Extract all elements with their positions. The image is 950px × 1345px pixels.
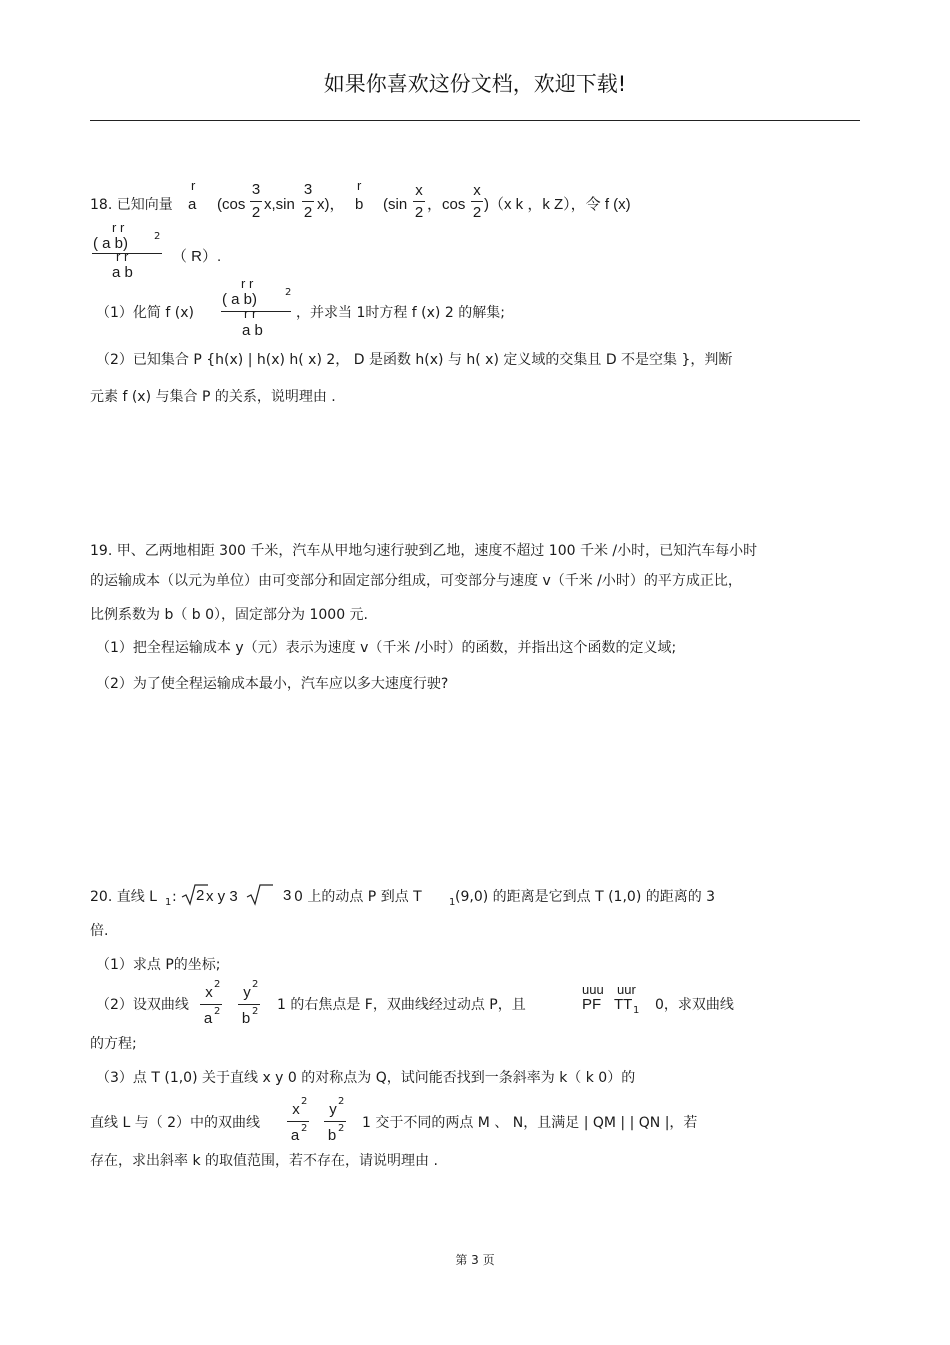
vector-b-mark: r xyxy=(357,178,362,193)
q18-a-frac-bar xyxy=(250,201,262,202)
hy2-den: b xyxy=(327,1127,337,1144)
q18-part2-line2: 元素 f (x) 与集合 P 的关系，说明理由 . xyxy=(90,389,336,405)
hx-den: a xyxy=(203,1010,213,1027)
q18-a-frac-num: 3 xyxy=(251,181,261,198)
hx-den-square: 2 xyxy=(214,1006,221,1017)
hy2-num-square: 2 xyxy=(338,1096,345,1107)
q19-line3: 比例系数为 b（ b 0），固定部分为 1000 元. xyxy=(90,607,369,623)
q20-part2-end: 0，求双曲线 xyxy=(655,997,734,1013)
hy-den: b xyxy=(241,1010,251,1027)
vector-b: b xyxy=(355,196,364,213)
q18-a-frac2-den: 2 xyxy=(303,204,313,221)
q18-b-frac-bar xyxy=(413,201,425,202)
q18-part2-line1: （2）已知集合 P {h(x) | h(x) h( x) 2， D 是函数 h(x) 与 h( x) 定义域的交集且 D 不是空集 }，判断 xyxy=(96,352,733,368)
vec-tt-subscript: 1 xyxy=(633,1005,640,1016)
q20-part3-start: 直线 L 与（ 2）中的双曲线 xyxy=(90,1115,261,1131)
part1-den: a b xyxy=(242,322,263,339)
q18-b-frac2-bar xyxy=(471,201,483,202)
f-num-marks: r r xyxy=(112,220,125,235)
vec-pf: PF xyxy=(582,996,602,1013)
q20-part3-line3: 存在，求出斜率 k 的取值范围，若不存在，请说明理由 . xyxy=(90,1153,438,1169)
q20-line1-cont: 0 上的动点 P 到点 T xyxy=(294,889,422,905)
q20-part2-line2: 的方程; xyxy=(90,1036,137,1052)
hx2-num-square: 2 xyxy=(301,1096,308,1107)
hy2-bar xyxy=(324,1121,346,1122)
f-tail: （ R）. xyxy=(172,248,222,265)
vector-a: a xyxy=(188,196,197,213)
sqrt1-value: 2 xyxy=(196,887,205,904)
q20-part2-mid: 1 的右焦点是 F，双曲线经过动点 P，且 xyxy=(277,997,526,1013)
q20-t1-subscript: 1 xyxy=(449,897,456,908)
q18-a-expr-open: (cos xyxy=(217,196,246,213)
hy-num: y xyxy=(243,984,251,1001)
q19-part2: （2）为了使全程运输成本最小，汽车应以多大速度行驶? xyxy=(96,676,449,692)
q18-a-frac-den: 2 xyxy=(251,204,261,221)
q20-l1-subscript: 1 xyxy=(165,897,172,908)
q18-b-expr-mid: ，cos xyxy=(427,196,466,213)
f-den: a b xyxy=(112,264,133,281)
q20-colon: : xyxy=(172,889,177,905)
vec-tt-marks: uur xyxy=(617,982,636,997)
q18-part1-condition: ，并求当 1时方程 f (x) 2 的解集; xyxy=(296,305,505,321)
q18-b-frac2-den: 2 xyxy=(472,204,482,221)
hx2-den: a xyxy=(290,1127,300,1144)
hy-bar xyxy=(238,1004,260,1005)
q20-part1: （1）求点 P的坐标; xyxy=(96,957,221,973)
vec-pf-marks: uuu xyxy=(582,982,604,997)
q18-stem: 18. 已知向量 xyxy=(90,197,173,213)
q20-line2: 倍. xyxy=(90,923,109,939)
hx2-num: x xyxy=(292,1101,300,1118)
q20-line1-mid: x y 3 xyxy=(206,888,238,905)
q18-b-frac2-num: x xyxy=(473,182,481,199)
hx-num: x xyxy=(205,984,213,1001)
q19-line2: 的运输成本（以元为单位）由可变部分和固定部分组成，可变部分与速度 v（千米 /小时）的平方成正比， xyxy=(90,573,742,589)
q18-a-frac2-bar xyxy=(302,201,314,202)
part1-den-marks: r r xyxy=(244,306,257,321)
hy2-den-square: 2 xyxy=(338,1123,345,1134)
q18-b-frac-num: x xyxy=(415,182,423,199)
hy-den-square: 2 xyxy=(252,1006,259,1017)
hy2-num: y xyxy=(329,1101,337,1118)
q20-line1-end: (9,0) 的距离是它到点 T (1,0) 的距离的 3 xyxy=(455,889,716,905)
q20-line1-start: 20. 直线 L xyxy=(90,889,157,905)
hx2-den-square: 2 xyxy=(301,1123,308,1134)
q19-line1: 19. 甲、乙两地相距 300 千米，汽车从甲地匀速行驶到乙地，速度不超过 100 千米 /小时，已知汽车每小时 xyxy=(90,543,758,559)
q18-a-expr-mid: x,sin xyxy=(264,196,295,213)
vector-a-mark: r xyxy=(191,178,196,193)
page-number: 第 3 页 xyxy=(455,1253,495,1267)
vec-tt: TT xyxy=(614,996,633,1013)
q18-b-expr-open: (sin xyxy=(383,196,408,213)
q20-part3-line1: （3）点 T (1,0) 关于直线 x y 0 的对称点为 Q，试问能否找到一条斜率为 k（ k 0）的 xyxy=(96,1070,636,1086)
q20-part3-mid: 1 交于不同的两点 M 、 N，且满足 | QM | | QN |，若 xyxy=(362,1115,698,1131)
q20-part2-start: （2）设双曲线 xyxy=(96,997,189,1013)
f-num: ( a b) xyxy=(93,235,129,252)
hy-num-square: 2 xyxy=(252,979,259,990)
header-rule xyxy=(90,120,860,121)
q18-a-frac2-num: 3 xyxy=(303,181,313,198)
hx-bar xyxy=(200,1004,222,1005)
part1-num: ( a b) xyxy=(222,291,258,308)
f-num-square: 2 xyxy=(154,231,161,242)
q18-b-expr-close: )（x k ，k Z），令 f (x) xyxy=(484,196,631,213)
q18-a-expr-close: x)， xyxy=(317,196,345,213)
hx-num-square: 2 xyxy=(214,979,221,990)
page-header-title: 如果你喜欢这份文档，欢迎下载! xyxy=(323,72,627,96)
part1-num-marks: r r xyxy=(241,276,254,291)
f-den-marks: r r xyxy=(116,249,129,264)
q18-part1-text: （1）化简 f (x) xyxy=(96,305,194,321)
q18-b-frac-den: 2 xyxy=(414,204,424,221)
sqrt2-value: 3 xyxy=(283,887,292,904)
q19-part1: （1）把全程运输成本 y（元）表示为速度 v（千米 /小时）的函数，并指出这个函数的定义域; xyxy=(96,640,677,656)
hx2-bar xyxy=(287,1121,309,1122)
part1-num-square: 2 xyxy=(285,287,292,298)
